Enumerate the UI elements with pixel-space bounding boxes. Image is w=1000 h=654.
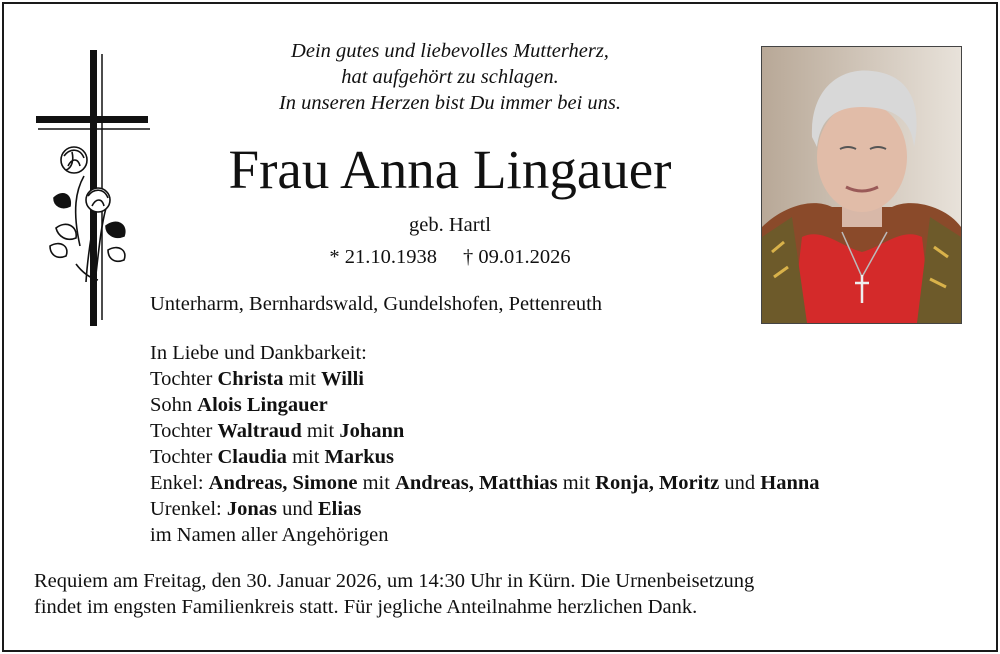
mourner-text: und (719, 472, 761, 494)
verse-line: Dein gutes und liebevolles Mutterherz, (291, 40, 609, 62)
notice-line: findet im engsten Familienkreis statt. Für jegliche Anteilnahme herzlichen Dank. (34, 596, 698, 618)
portrait-photo (761, 46, 962, 324)
mourner-text: Tochter (150, 446, 218, 468)
deceased-name: Frau Anna Lingauer (228, 139, 672, 200)
death-date: † 09.01.2026 (463, 246, 571, 268)
mourner-row (150, 392, 820, 418)
service-notice (34, 568, 954, 620)
birth-name: geb. Hartl (409, 214, 491, 236)
mourner-name: Andreas, Matthias (395, 472, 558, 494)
mourner-name: Markus (324, 446, 395, 468)
mourner-name: Andreas, Simone (208, 472, 358, 494)
mourner-text: mit (283, 368, 322, 390)
memorial-verse (150, 38, 750, 116)
mourner-name: Alois Lingauer (197, 394, 328, 416)
mourner-name: Claudia (217, 446, 287, 468)
mourner-text: Urenkel: (150, 498, 227, 520)
mourner-row (150, 496, 820, 522)
mourner-text: Tochter (150, 420, 218, 442)
cross-with-roses-icon (36, 50, 152, 328)
verse-line: hat aufgehört zu schlagen. (341, 66, 559, 88)
mourner-text: und (277, 498, 318, 520)
mourner-name: Elias (318, 498, 362, 520)
mourner-text: mit (357, 472, 396, 494)
mourner-name: Christa (217, 368, 284, 390)
mourner-row (150, 366, 820, 392)
mourner-name: Willi (321, 368, 365, 390)
mourner-name: Ronja, Moritz (595, 472, 720, 494)
mourner-name: Johann (339, 420, 405, 442)
verse-line: In unseren Herzen bist Du immer bei uns. (278, 92, 621, 114)
mourner-row (150, 418, 820, 444)
mourner-text: mit (301, 420, 340, 442)
mourner-text: Tochter (150, 368, 218, 390)
life-dates (150, 244, 750, 270)
mourner-text: Sohn (150, 394, 198, 416)
notice-line: Requiem am Freitag, den 30. Januar 2026, um 14:30 Uhr in Kürn. Die Urnenbeisetzung (34, 570, 755, 592)
mourners-list (150, 340, 820, 548)
mourners-intro: In Liebe und Dankbarkeit: (150, 342, 367, 364)
mourner-row (150, 470, 820, 496)
mourner-name: Waltraud (217, 420, 302, 442)
mourner-text: mit (286, 446, 325, 468)
places-line: Unterharm, Bernhardswald, Gundelshofen, Pettenreuth (150, 293, 603, 315)
mourner-name: Hanna (760, 472, 820, 494)
mourner-text: Enkel: (150, 472, 209, 494)
birth-date: * 21.10.1938 (329, 246, 437, 268)
mourner-name: Jonas (226, 498, 277, 520)
mourner-text: mit (557, 472, 596, 494)
mourners-closing: im Namen aller Angehörigen (150, 524, 389, 546)
mourner-row (150, 444, 820, 470)
